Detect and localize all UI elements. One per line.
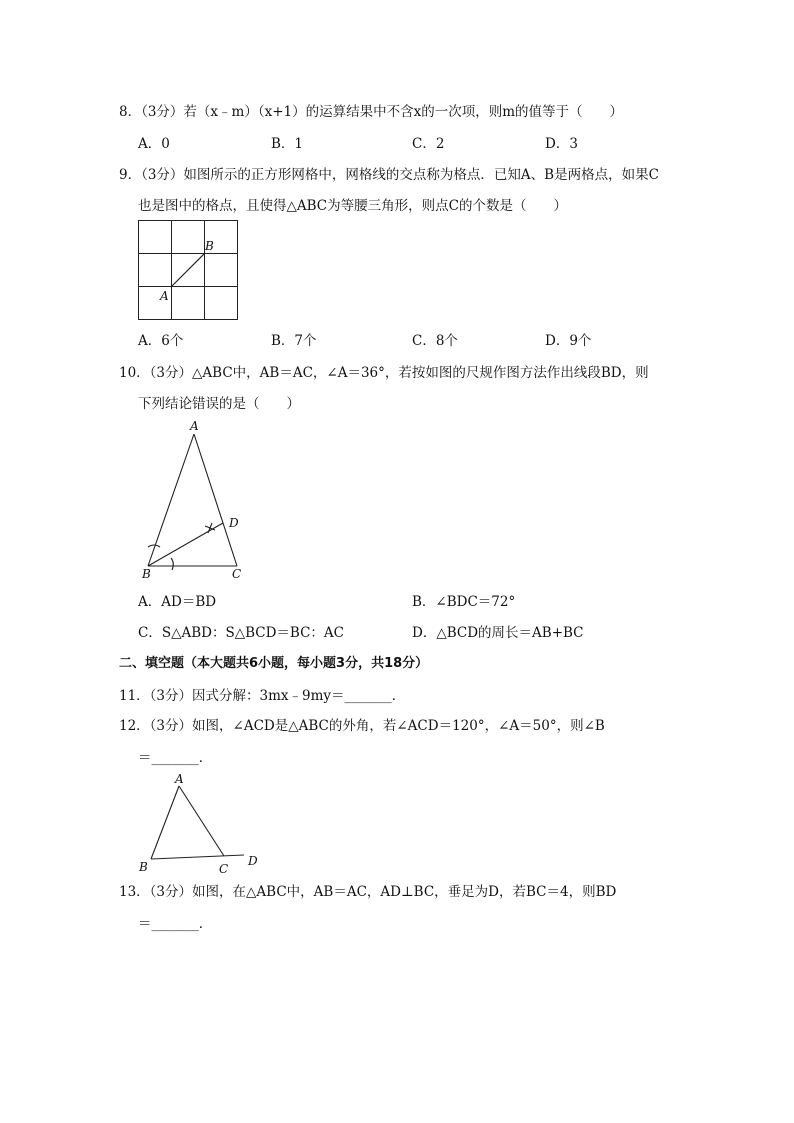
question-9-option-c: C．8个 bbox=[412, 333, 458, 349]
vertex-label-a: A bbox=[175, 772, 184, 786]
question-10-option-d: D．△BCD的周长＝AB+BC bbox=[412, 625, 584, 641]
vertex-label-d: D bbox=[229, 516, 239, 530]
vertex-label-b: B bbox=[142, 567, 151, 581]
question-8-option-b: B．1 bbox=[271, 136, 304, 152]
question-9-option-d: D．9个 bbox=[545, 333, 592, 349]
vertex-label-b: B bbox=[139, 860, 148, 874]
question-10-option-a: A．AD＝BD bbox=[138, 594, 217, 610]
vertex-label-c: C bbox=[219, 862, 229, 876]
question-12-triangle-figure bbox=[136, 770, 266, 880]
vertex-label-c: C bbox=[232, 567, 242, 581]
vertex-label-d: D bbox=[248, 854, 258, 868]
question-8-stem: 8．（3分）若（x﹣m）（x+1）的运算结果中不含x的一次项，则m的值等于（ ） bbox=[119, 104, 624, 120]
segment-bd bbox=[148, 523, 223, 566]
point-label-b: B bbox=[205, 239, 214, 253]
question-10-option-b: B．∠BDC＝72° bbox=[412, 594, 516, 610]
segment-ab bbox=[172, 254, 205, 287]
question-10-stem-line1: 10．（3分）△ABC中，AB＝AC，∠A＝36°，若按如图的尺规作图方法作出线段BD，则 bbox=[119, 365, 649, 381]
vertex-label-a: A bbox=[190, 419, 199, 433]
question-9-grid-figure bbox=[138, 220, 240, 322]
question-8-option-c: C．2 bbox=[412, 136, 445, 152]
question-12-stem-line2: ＝_______． bbox=[138, 750, 213, 766]
question-10-stem-line2: 下列结论错误的是（ ） bbox=[138, 396, 300, 412]
question-9-stem-line2: 也是图中的格点，且使得△ABC为等腰三角形，则点C的个数是（ ） bbox=[138, 198, 567, 214]
section-2-heading: 二、填空题（本大题共6小题，每小题3分，共18分） bbox=[119, 656, 429, 671]
point-label-a: A bbox=[160, 289, 169, 303]
question-8-option-a: A．0 bbox=[138, 136, 170, 152]
question-13-stem-line2: ＝_______． bbox=[138, 916, 213, 932]
question-10-triangle-figure bbox=[138, 420, 258, 585]
question-9-stem-line1: 9．（3分）如图所示的正方形网格中，网格线的交点称为格点．已知A、B是两格点，如果C bbox=[119, 167, 659, 183]
question-8-option-d: D．3 bbox=[545, 136, 578, 152]
question-10-option-c: C．S△ABD：S△BCD＝BC：AC bbox=[138, 625, 344, 641]
question-12-stem-line1: 12．（3分）如图，∠ACD是△ABC的外角，若∠ACD＝120°，∠A＝50°，则∠B bbox=[119, 718, 605, 734]
question-11-stem: 11．（3分）因式分解：3mx﹣9my＝_______． bbox=[119, 688, 406, 704]
question-9-option-b: B．7个 bbox=[271, 333, 317, 349]
question-13-stem-line1: 13．（3分）如图，在△ABC中，AB＝AC，AD⊥BC，垂足为D，若BC＝4，则BD bbox=[119, 884, 617, 900]
question-9-option-a: A．6个 bbox=[138, 333, 184, 349]
